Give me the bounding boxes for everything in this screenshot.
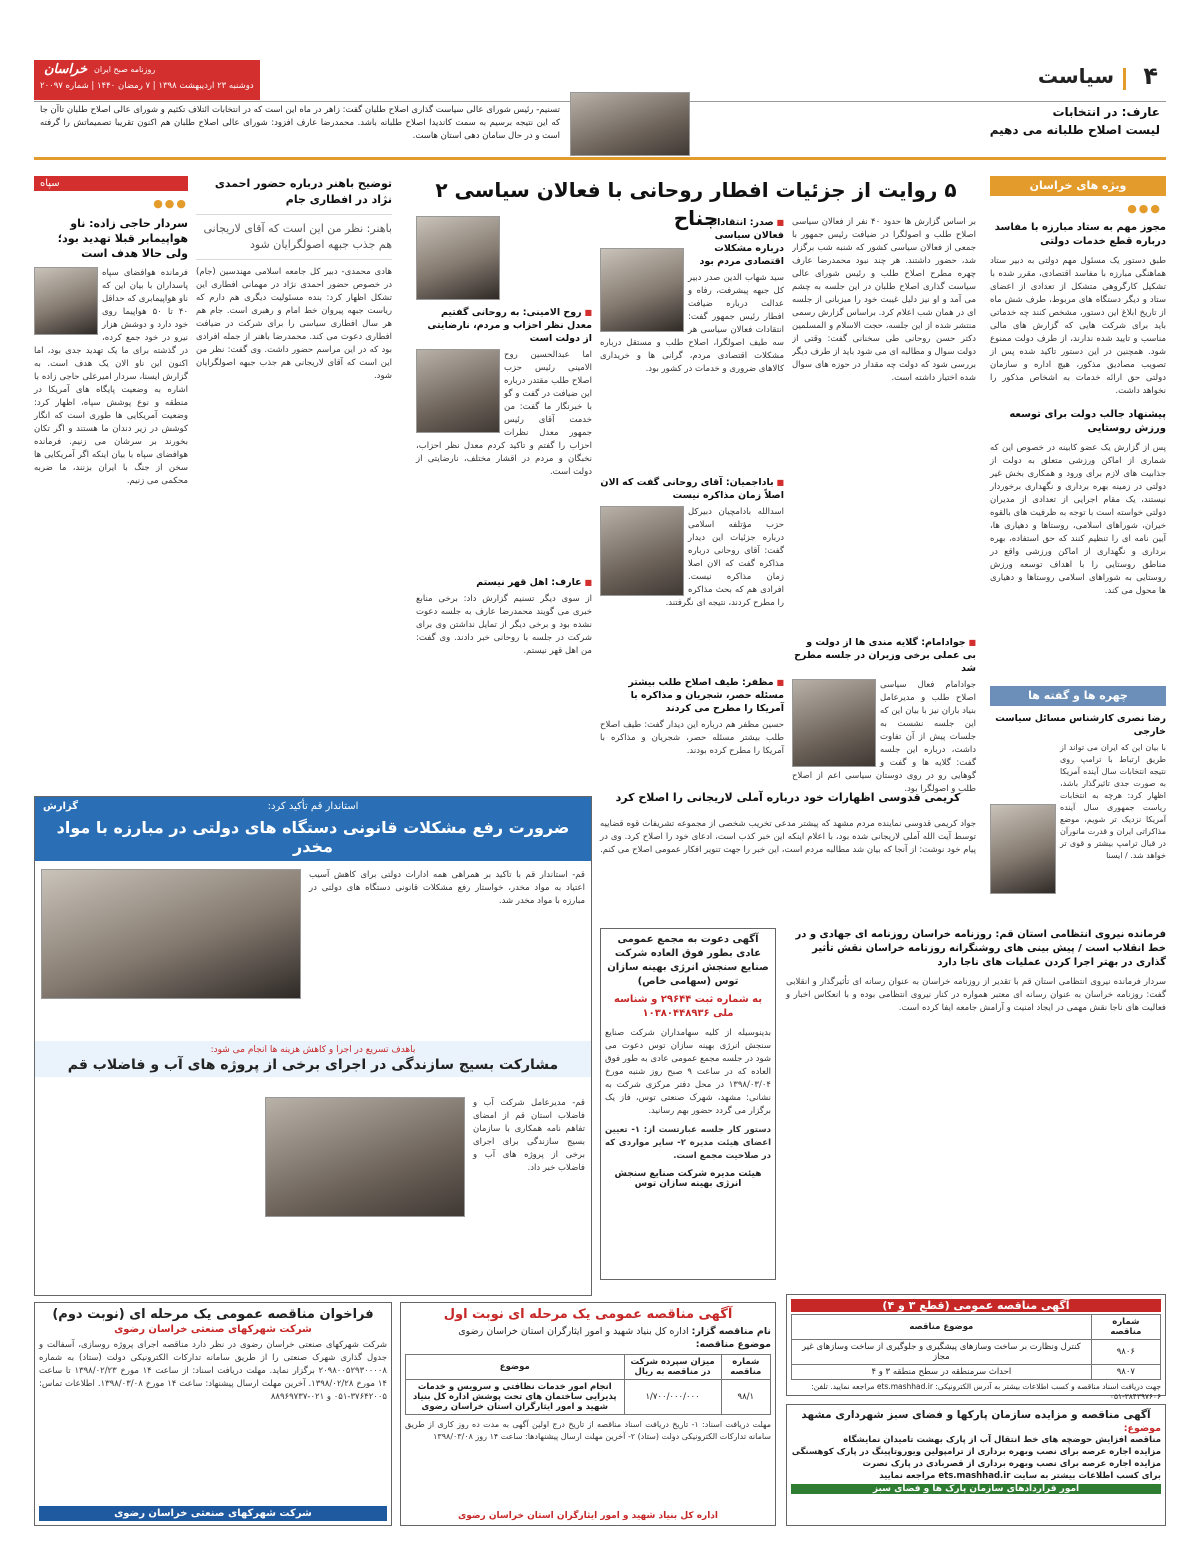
report-tagline2: باهدف تسریع در اجرا و کاهش هزینه ها انجام می شود: xyxy=(210,1045,416,1055)
photo-hajizadeh xyxy=(34,267,98,335)
sidebar-item-body: پس از گزارش یک عضو کابینه در خصوص این که شماری از اماکن ورزشی متعلق به دولت از جذابیت های لازم برای ورود و همکاری بخش غیر دولتی در زمینه بهره برداری و نگهداری برخوردار نیستند، یک مقام اجرایی از تعدادی از مدیران دولتی خواسته است با توجه به ظرفیت های بالقوه خیران، شوراهای اسلامی، روستاها و دهیاری ها، آیین نامه ای را تنظیم کنند که حق استفاده، بهره برداری و نگهداری از اماکن ورزشی واقع در مناطق روستایی را با اهداف توسعه ورزش روستایی به شوراهای اسلامی روستاها و دهیاری ها محول می کند. xyxy=(990,443,1166,596)
assembly-title: آگهی دعوت به مجمع عمومی عادی بطور فوق العاده شرکت صنایع سنجش انرژی بهینه سازان توس (سهامی خاص) xyxy=(607,934,769,987)
sub-head: ■ روح الامینی: به روحانی گفتیم معدل نظر احزاب و مردم، نارضایتی از دولت است xyxy=(416,306,592,345)
table-header: موضوع xyxy=(406,1355,625,1380)
tender2-label-name: نام مناقصه گزار: xyxy=(691,1326,771,1337)
section-title: سیاست xyxy=(1037,64,1114,88)
tender3-footer: جهت دریافت اسناد مناقصه و کسب اطلاعات بیشتر به آدرس الکترونیکی: ets.mashhad.ir مراجعه نمایید. تلفن: ۳۸۴۳۹۷۶۰۶-۰۵۱ xyxy=(811,1382,1161,1401)
lead-summary: تسنیم- رئیس شورای عالی سیاست گذاری اصلاح طلبان گفت: زاهر در ماه این است که در انتخابات ائتلاف تکثیم و شورای عالی اصلاح طلبان تاآن جا که این نتیجه برسیم به سمت کاندیدا اصلاح طلبانه باشد. محمدرضا عارف افزود: شورای عالی اصلاح طلبان هم اکنون تقریبا تصمیماتش را گرفته است و در حال سامان دهی استان هاست. xyxy=(40,105,560,141)
parks-item: مناقصه افزایش حوضچه های خط انتقال آب از پارک بهشت تامیدان نمایشگاه xyxy=(843,1435,1161,1445)
sepah-kicker: سپاه xyxy=(34,176,188,191)
tender2-title: آگهی مناقصه عمومی یک مرحله ای نوبت اول xyxy=(443,1307,733,1322)
tender1-title: فراخوان مناقصه عمومی یک مرحله ای (نوبت دوم) xyxy=(52,1307,374,1322)
parks-subject-label: موضوع: xyxy=(1123,1423,1161,1434)
tender2-table xyxy=(405,1354,771,1415)
tender1-footer: شرکت شهرکهای صنعتی خراسان رضوی xyxy=(39,1506,387,1521)
qodousi-story xyxy=(600,790,976,900)
photo-badamchian xyxy=(600,506,684,596)
quote-title: رضا نصری کارشناس مسائل سیاست خارجی xyxy=(995,713,1166,737)
parks-title: آگهی مناقصه و مزایده سازمان پارکها و فضای سبز شهرداری مشهد xyxy=(801,1409,1151,1421)
assembly-reg: به شماره ثبت ۲۹۶۴۴ و شناسه ملی ۱۰۳۸۰۴۴۸۹۳۶ xyxy=(614,994,762,1019)
table-cell: احداث سرمنطقه در سطح منطقه ۳ و ۴ xyxy=(792,1365,1092,1380)
tender3-table xyxy=(791,1314,1161,1380)
main-story xyxy=(416,176,976,794)
quote-photo xyxy=(990,804,1056,894)
table-cell: ۹۸۰۶ xyxy=(1091,1340,1160,1365)
report-tagline: استاندار قم تأکید کرد: xyxy=(267,801,359,812)
sub-head: ■ باداجمیان: آقای روحانی گفت که الان اصلاً زمان مذاکره نیست xyxy=(600,476,784,502)
tender2-label-subject: موضوع مناقصه: xyxy=(695,1339,771,1350)
report-body: قم- استاندار قم با تاکید بر همراهی همه ادارات دولتی برای کاهش آسیب اعتیاد به مواد مخدر، خواستار رفع مشکلات قانونی دستگاه های دولتی در مبارزه با مواد مخدر شد. xyxy=(309,870,585,906)
bahonar-lede: باهنر: نظر من این است که آقای لاریجانی هم جذب جبهه اصولگرایان شود xyxy=(203,222,392,251)
table-header: شماره مناقصه xyxy=(721,1355,770,1380)
ad-report xyxy=(34,796,592,1296)
main-story-title: ۵ روایت از جزئیات افطار روحانی با فعالان سیاسی ۲ جناح xyxy=(435,178,957,230)
report-title2: مشارکت بسیج سازندگی در اجرای برخی از پروژه های آب و فاضلاب قم xyxy=(67,1057,559,1073)
main-intro: بر اساس گزارش ها حدود ۴۰ نفر از فعالان سیاسی اصلاح طلب و اصولگرا در ضیافت رئیس جمهور با جمعی از فعالان سیاسی کشور که شنبه شب برگزار شد، حضور داشتند. هر چند نبود محمدرضا عارف چهره مطرح اصلاح طلب و رئیس شورای عالی سیاست گذاری اصلاح طلبان در این جلسه به چشم می آمد و او نیز دلیل غیبت خود را میزبانی از جلسه ای در همان شب اعلام کرد. براساس گزارش رسمی منتشر شده از این جلسه، حجت الاسلام و المسلمین دکتر حسن روحانی طی سخنانی گفت: وقتی از دولت سوال و مطالبه ای می شود باید از طرف دیگر بررسی شود که دولت چه مقدار در حوزه های سوال شده اختیار داشته است. xyxy=(792,217,976,383)
bahonar-story xyxy=(196,176,392,776)
sidebar-header: ویژه های خراسان xyxy=(990,176,1166,196)
report-label: گزارش xyxy=(43,801,79,812)
ad-police xyxy=(786,928,1166,1280)
tender1-body: شرکت شهرکهای صنعتی خراسان رضوی در نظر دارد مناقصه اجرای پروژه روسازی، آسفالت و جدول گذاری شهرک صنعتی را از طریق سامانه تدارکات الکترونیکی دولت (ستاد) به شماره ۲۰۹۸۰۰۵۲۹۳۰۰۰۰۸ برگزار نماید. مهلت دریافت اسناد: از ساعت ۱۴ مورخ ۱۳۹۸/۰۲/۲۳ تا ساعت ۱۴ مورخ ۱۳۹۸/۰۲/۲۸. آخرین مهلت ارسال پیشنهاد: ساعت ۱۴ مورخ ۱۳۹۸/۰۳/۰۸. اطلاعات تماس: ۳۷۶۴۲۰۰۵-۰۵۱ و ۰۲۱-۸۸۹۶۹۷۳۷ xyxy=(39,1340,387,1402)
ad-tender3 xyxy=(786,1294,1166,1401)
report-photo2 xyxy=(265,1097,465,1217)
sepah-title: سردار حاجی زاده: ناو هواپیمابر قبلا تهدید بود؛ ولی حالا هدف است xyxy=(57,217,188,260)
divider xyxy=(196,259,392,260)
tender2-footer: اداره کل بنیاد شهید و امور ایثارگران استان خراسان رضوی xyxy=(457,1511,719,1521)
sub-head: ■ جوادامام: گلایه مندی ها از دولت و بی عملی برخی وزیران در جلسه مطرح شد xyxy=(792,636,976,675)
tender3-title: آگهی مناقصه عمومی (قطع ۳ و ۴) xyxy=(791,1299,1161,1312)
parks-footer: امور قراردادهای سازمان پارک ها و فضای سبز xyxy=(791,1484,1161,1494)
parks-item: برای کسب اطلاعات بیشتر به سایت ets.mashhad.ir مراجعه نمایید xyxy=(879,1471,1161,1481)
report-title: ضرورت رفع مشکلات قانونی دستگاه های دولتی در مبارزه با مواد مخدر xyxy=(56,818,570,856)
sub-body: اما عبدالحسین روح الامینی رئیس حزب اصلاح طلب مقتدر درباره این ضیافت در گفت و گو با خبرنگار ما گفت: من خدمت آقای رئیس جمهور معدل نظرات احزاب را گفتم و تاکید کردم معدل نظر احزاب، نخبگان و مردم در اقشار مختلف، نارضایتی از دولت است. xyxy=(416,350,592,477)
sepah-body: فرمانده هوافضای سپاه پاسداران با بیان این که ناو هواپیمابری که حداقل ۴۰ تا ۵۰ هواپیما روی خود دارد و دوشش هزار نیرو در خود جمع کرده، در گذشته برای ما یک تهدید جدی بود، اما اکنون این ناو الان یک هدف است. به گزارش ایسنا، سردار امیرعلی حاجی زاده با اشاره به وضعیت پایگاه های آمریکا در منطقه و نوع پوشش سپاه، اظهار کرد: وضعیت آمریکایی ها طوری است که انگار کوشش در زیر دندان ما هستند و اگر تکان بخورند بر سرشان می زنیم. فرمانده هوافضای سپاه با بیان اینکه اگر آمریکایی ها سخن از جنگ با ایران بزنند، ما ضربه محکمی می زنیم. xyxy=(34,268,189,486)
sub-body: اسدالله بادامچیان دبیرکل حزب مؤتلفه اسلامی درباره جزئیات این دیدار گفت: آقای روحانی درباره مذاکره گفت که الان اصلا زمان مذاکره نیست. افرادی هم که بحث مذاکره را مطرح کردند، نتیجه ای نگرفتند. xyxy=(665,507,784,608)
ad-parks xyxy=(786,1404,1166,1526)
sub-body: جوادامام فعال سیاسی اصلاح طلب و مدیرعامل بنیاد باران نیز با بیان این که این جلسه نشست به جلسات پیش از آن تفاوت داشت، درباره این جلسه گفت: گلایه ها و گفت و گوهایی رو در روی دوستان سیاسی اعم از اصلاح طلب و اصولگرا بود. xyxy=(792,680,976,794)
table-cell: کنترل ونظارت بر ساخت وسازهای پیشگیری و جلوگیری از ساخت وسازهای غیر مجاز xyxy=(792,1340,1092,1365)
photo-sadr xyxy=(600,248,684,332)
table-header: میزان سپرده شرکت در مناقصه به ریال xyxy=(624,1355,721,1380)
parks-item: مزایده اجاره عرصه برای نصب وبهره برداری از قصربادی در پارک نصرت xyxy=(862,1459,1161,1469)
report-photo xyxy=(41,869,301,999)
table-cell: انجام امور خدمات نظافتی و سرویس و خدمات پذیرایی ساختمان های تحت پوشش اداره کل بنیاد شهید و امور ایثارگران استان خراسان رضوی xyxy=(406,1380,625,1415)
logo: خراسان xyxy=(44,62,88,77)
tender2-deadline: مهلت دریافت اسناد: ۱- تاریخ دریافت اسناد مناقصه از تاریخ درج اولین آگهی به مدت ده روز کاری از طریق سامانه تدارکات الکترونیکی دولت (ستاد) ۲- آخرین مهلت ارسال پیشنهادها: ساعت ۱۴ روز ۱۳۹۸/۰۳/۰۸ xyxy=(405,1420,771,1441)
dateline: دوشنبه ۲۳ اردیبهشت ۱۳۹۸ | ۷ رمضان ۱۴۴۰ | شماره ۲۰۰۹۷ xyxy=(40,81,254,91)
table-header: موضوع مناقصه xyxy=(792,1315,1092,1340)
sidebar-item-title: پیشنهاد جالب دولت برای توسعه ورزش روستایی xyxy=(1009,409,1166,434)
qodousi-title: کریمی قدوسی اظهارات خود درباره آملی لاریجانی را اصلاح کرد xyxy=(615,791,961,804)
quote-body: با بیان این که ایران می تواند از طریق ارتباط با ترامپ روی نتیجه انتخابات سال آینده آمریکا به صورت جدی تاثیرگذار باشد، اظهار کرد: هرچه به انتخابات ریاست جمهوری سال آینده آمریکا نزدیک تر شویم، موضع مذاکراتی ایران و قدرت مانورآن در قبال ترامپ بیشتر و قوی تر خواهد شد. / ایسنا xyxy=(1060,743,1166,860)
police-title: فرمانده نیروی انتظامی استان قم: روزنامه خراسان روزنامه ای جهادی و در خط انقلاب است / پیش بینی های روشنگرانه روزنامه خراسان نقش تأثیر گذاری در بهتر اجرا کردن عملیات های ناجا دارد xyxy=(795,929,1166,968)
sub-body: سید شهاب الدین صدر دبیر کل جبهه پیشرفت، رفاه و عدالت درباره ضیافت افطار رئیس جمهور گفت: انتقادات فعالان سیاسی هر سه طیف اصولگرا، اصلاح طلب و مستقل درباره مشکلات اقتصادی مردم، گرانی ها و خریداری کالاهای ضروری و خدمات در کشور بود. xyxy=(600,273,784,374)
aref-block xyxy=(416,576,592,658)
sadr-block xyxy=(600,216,784,376)
qodousi-body: جواد کریمی قدوسی نماینده مردم مشهد که پیشتر مدعی تخریب شخصی از مجموعه تشریفات قوه قضاییه توسط آیت الله آملی لاریجانی شده بود، با اعلام اینکه این خبر کذب است، ادعای خود را اصلاح کرد. وی در پیام خود نوشت: از آنجا که بیان شد مطالبه مردم است، این خبر را جهت تنویر افکار عمومی اصلاح می کنم. xyxy=(600,819,976,855)
report-body2: قم- مدیرعامل شرکت آب و فاضلاب استان قم از امضای تفاهم نامه همکاری با سازمان بسیج سازندگی برای اجرای برخی از پروژه های آب و فاضلاب خبر داد. xyxy=(473,1098,585,1173)
section-divider xyxy=(1123,68,1126,90)
ad-tender1 xyxy=(34,1302,392,1526)
sub-body: حسین مظفر هم درباره این دیدار گفت: طیف اصلاح طلب بیشتر مسئله حصر، شجریان و مذاکره با آمریکا را مطرح کرده بودند. xyxy=(600,720,784,756)
sepah-dots: ●●● xyxy=(153,197,188,210)
table-cell: ۹۸/۱ xyxy=(721,1380,770,1415)
sidebar-item-title: مجوز مهم به ستاد مبارزه با مفاسد درباره قطع خدمات دولتی xyxy=(994,222,1166,247)
bahonar-body: هادی محمدی- دبیر کل جامعه اسلامی مهندسین (جام) در خصوص حضور احمدی نژاد در مهمانی افطاری این تشکل اظهار کرد: بنده مسئولیت دیگری هم دارم که ریاست جبهه پیروان خط امام و رهبری است. جام هم هر سال افطاری سیاسی را برای شرکت در ضیافت افطاری دعوت می کند. محمدرضا باهنر از جمله افرادی بود که در این مراسم حضور داشت. وی گفت: نظر من این است که آقای لاریجانی هم جذب جبهه اصولگرایان شود. xyxy=(196,267,392,381)
police-body: سردار فرمانده نیروی انتظامی استان قم با تقدیر از روزنامه خراسان به عنوان رسانه ای تأثیرگذار و انقلابی گفت: روزنامه خراسان به عنوان رسانه ای معتبر همواره در کنار نیروی انتظامی بوده و با انعکاس اخبار و فعالیت های ناجا نقش مهمی در ایجاد امنیت و آرامش جامعه ایفا کرده است. xyxy=(786,977,1166,1013)
table-cell: ۱/۷۰۰/۰۰۰/۰۰۰ xyxy=(624,1380,721,1415)
assembly-agenda: دستور کار جلسه عبارتست از: ۱- تعیین اعضای هیئت مدیره ۲- سایر مواردی که در صلاحیت مجمع است. xyxy=(605,1125,771,1161)
bahonar-title: توضیح باهنر درباره حضور احمدی نژاد در افطاری جام xyxy=(214,177,392,206)
sub-head: ■ مظفر: طیف اصلاح طلب بیشتر مسئله حصر، شجریان و مذاکره با آمریکا را مطرح می کردند xyxy=(600,676,784,715)
sub-head: ■ عارف: اهل قهر نیستم xyxy=(416,576,592,589)
table-cell: ۹۸۰۷ xyxy=(1091,1365,1160,1380)
badamchian-block xyxy=(600,476,784,610)
logo-sub: روزنامه صبح ایران xyxy=(94,65,156,74)
photo-jamam xyxy=(792,679,876,767)
parks-item: مزایده اجاره عرصه برای نصب وبهره برداری از ترامپولین ویوروتاپینگ در پارک کوهسنگی xyxy=(791,1447,1161,1457)
sidebar-dots: ●●● xyxy=(1127,202,1162,215)
ad-tender2 xyxy=(400,1302,776,1526)
ad-assembly xyxy=(600,928,776,1280)
sub-head: ■ صدر: انتقادات فعالان سیاسی درباره مشکلات اقتصادی مردم بود xyxy=(600,216,784,268)
photo-second xyxy=(416,349,500,433)
jamam-block xyxy=(792,636,976,796)
tender2-org: اداره کل بنیاد شهید و امور ایثارگران استان خراسان رضوی xyxy=(458,1326,689,1337)
page-number: ۴ xyxy=(1143,62,1158,90)
sepah-story xyxy=(34,176,188,776)
sub-body: از سوی دیگر تسنیم گزارش داد: برخی منابع خبری می گویند محمدرضا عارف به جلسه دعوت نشده بود و برخی دیگر از تمایل نداشتن وی برای شرکت در جلسه با روحانی خبر دادند. وی گفت: من اهل قهر نیستم. xyxy=(416,594,592,656)
table-header: شماره مناقصه xyxy=(1091,1315,1160,1340)
quotes-box xyxy=(990,686,1166,912)
divider xyxy=(196,214,392,215)
quotes-header: چهره ها و گفته ها xyxy=(990,686,1166,706)
sidebar-item-body: طبق دستور یک مسئول مهم دولتی به دبیر ستاد هماهنگی مبارزه با مفاسد اقتصادی، مقرر شده با تشکیل کارگروهی متشکل از تعدادی از اعضای ستاد و دیگر دستگاه های مربوط، طرف شش ماه از تاریخ ابلاغ این دستور، مشخص کنند چه خدماتی باید برای شرکت هایی که گزارش های مالی مناسب و تایید شده ندارند، از طرف دولت ممنوع شود. همچنین در این دستور تاکید شده پس از تصویب مصادیق مذکور، هیچ اداره و سازمان دولتی حق ارائه خدمات به اشخاص مذکور را نخواهد داشت. xyxy=(990,256,1166,396)
photo-ruholamini xyxy=(416,216,500,300)
lead-photo xyxy=(570,92,690,156)
lead-kicker: عارف: در انتخابات xyxy=(1052,105,1160,119)
tender1-org: شرکت شهرکهای صنعتی خراسان رضوی xyxy=(114,1324,312,1335)
assembly-body: بدینوسیله از کلیه سهامداران شرکت صنایع سنجش انرژی بهینه سازان توس دعوت می شود در جلسه مجمع عمومی عادی به طور فوق العاده که در ساعت ۹ صبح روز شنبه مورخ ۱۳۹۸/۰۳/۰۴ در محل دفتر مرکزی شرکت به نشانی: مشهد، شهرک صنعتی توس، فاز یک برگزار می گردد حضور بهم رسانید. xyxy=(605,1028,771,1116)
lead-strip xyxy=(34,88,1166,160)
lead-title: لیست اصلاح طلبانه می دهیم xyxy=(989,123,1160,137)
assembly-signature: هیئت مدیره شرکت صنایع سنجش انرژی بهینه سازان توس xyxy=(614,1169,762,1189)
ruholamini-block xyxy=(416,216,592,479)
mozaffar-block xyxy=(600,676,784,758)
